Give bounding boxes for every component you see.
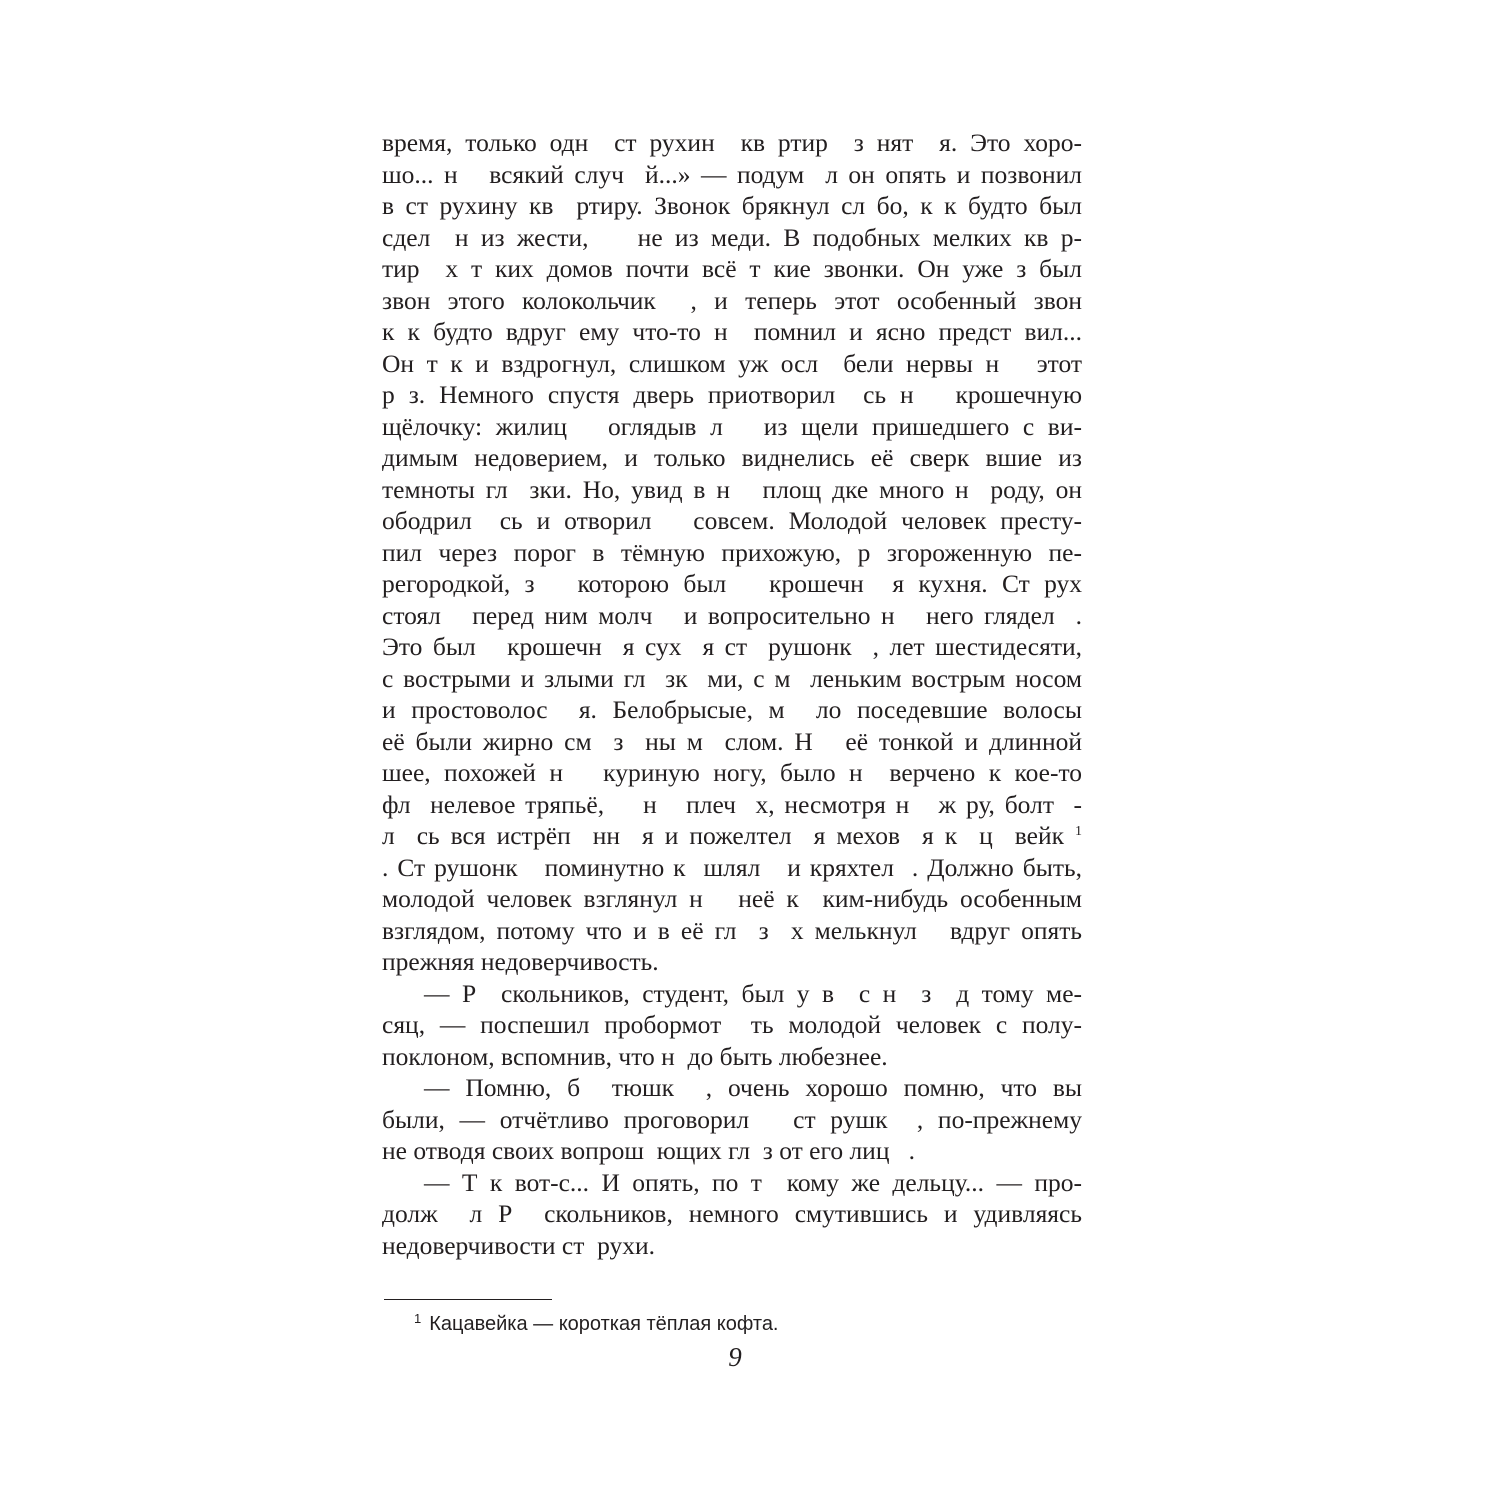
text-line: к к будто вдруг ему что-то н помнил и ясно предст вил... bbox=[382, 317, 1082, 346]
text-line: Он т к и вздрогнул, слишком уж осл бели нервы н этот bbox=[382, 348, 1082, 378]
text-line: шее, похожей н куриную ногу, было н верчено к кое-то bbox=[382, 758, 1082, 787]
text-line-with-footnote bbox=[382, 820, 1082, 852]
text-line: долж л Р скольников, немного смутившись и удивляясь bbox=[382, 1199, 1082, 1228]
text-line: шо... н всякий случ й...» — подум л он опять и позвонил bbox=[382, 159, 1082, 189]
text-line: взглядом, потому что и в её гл з х мелькнул вдруг опять bbox=[382, 915, 1082, 945]
text-line: регородкой, з которою был крошечн я кухня. Ст рух bbox=[382, 569, 1082, 598]
text-line: . Ст рушонк поминутно к шлял и кряхтел . Должно быть, bbox=[382, 852, 1082, 882]
footnote-number: 1 bbox=[414, 1311, 422, 1326]
text-line: были, — отчётливо проговорил ст рушк , по-прежнему bbox=[382, 1104, 1082, 1134]
text-line: молодой человек взглянул н неё к ким-нибудь особенным bbox=[382, 884, 1082, 913]
text-line: звон этого колокольчик , и теперь этот особенный звон bbox=[382, 285, 1082, 315]
text-line: время, только одн ст рухин кв ртир з нят я. Это хоро- bbox=[382, 128, 1082, 157]
text-line: прежняя недоверчивость. bbox=[382, 947, 659, 976]
dialogue-line: — Р скольников, студент, был у в с н з д тому ме- bbox=[424, 978, 1082, 1008]
dialogue-line: — Т к вот-с... И опять, по т кому же дельцу... — про- bbox=[424, 1167, 1082, 1197]
text-line: щёлочку: жилиц оглядыв л из щели пришедшего с ви- bbox=[382, 411, 1082, 441]
text-line: не отводя своих вопрош ющих гл з от его лиц . bbox=[382, 1136, 915, 1165]
text-line: димым недоверием, и только виднелись её сверк вшие из bbox=[382, 443, 1082, 472]
body-text bbox=[382, 127, 1082, 1261]
text-line: сдел н из жести, не из меди. В подобных мелких кв р- bbox=[382, 222, 1082, 252]
dialogue-line: — Помню, б тюшк , очень хорошо помню, что вы bbox=[424, 1073, 1082, 1102]
text-line: её были жирно см з ны м слом. Н её тонкой и длинной bbox=[382, 726, 1082, 756]
text-line: пил через порог в тёмную прихожую, р згороженную пе- bbox=[382, 537, 1082, 567]
footnote-text: Кацавейка — короткая тёплая кофта. bbox=[429, 1313, 779, 1335]
text-line: в ст рухину кв ртиру. Звонок брякнул сл бо, к к будто был bbox=[382, 191, 1082, 220]
footnote-mark: 1 bbox=[1075, 824, 1082, 839]
text-line: поклоном, вспомнив, что н до быть любезнее. bbox=[382, 1041, 888, 1071]
footnote-divider bbox=[384, 1299, 552, 1300]
text-line: тир х т ких домов почти всё т кие звонки. Он уже з был bbox=[382, 254, 1082, 283]
text-line: недоверчивости ст рухи. bbox=[382, 1230, 656, 1260]
text-line: и простоволос я. Белобрысые, м ло поседевшие волосы bbox=[382, 695, 1082, 724]
text-line: фл нелевое тряпьё, н плеч х, несмотря н ж ру, болт - bbox=[382, 789, 1082, 819]
footnote bbox=[414, 1305, 779, 1338]
text-line: темноты гл зки. Но, увид в н площ дке много н роду, он bbox=[382, 474, 1082, 504]
text-line: сяц, — поспешил пробормот ть молодой человек с полу- bbox=[382, 1010, 1082, 1039]
text-line: стоял перед ним молч и вопросительно н него глядел . bbox=[382, 600, 1082, 630]
text-line: р з. Немного спустя дверь приотворил сь н крошечную bbox=[382, 380, 1082, 409]
text-line: с вострыми и злыми гл зк ми, с м леньким вострым носом bbox=[382, 663, 1082, 693]
text-line: ободрил сь и отворил совсем. Молодой человек престу- bbox=[382, 506, 1082, 535]
page-number: 9 bbox=[728, 1342, 742, 1372]
text-line: Это был крошечн я сух я ст рушонк , лет шестидесяти, bbox=[382, 632, 1082, 661]
text-line-content: л сь вся истрёп нн я и пожелтел я мехов я к ц вейк bbox=[382, 821, 1075, 850]
